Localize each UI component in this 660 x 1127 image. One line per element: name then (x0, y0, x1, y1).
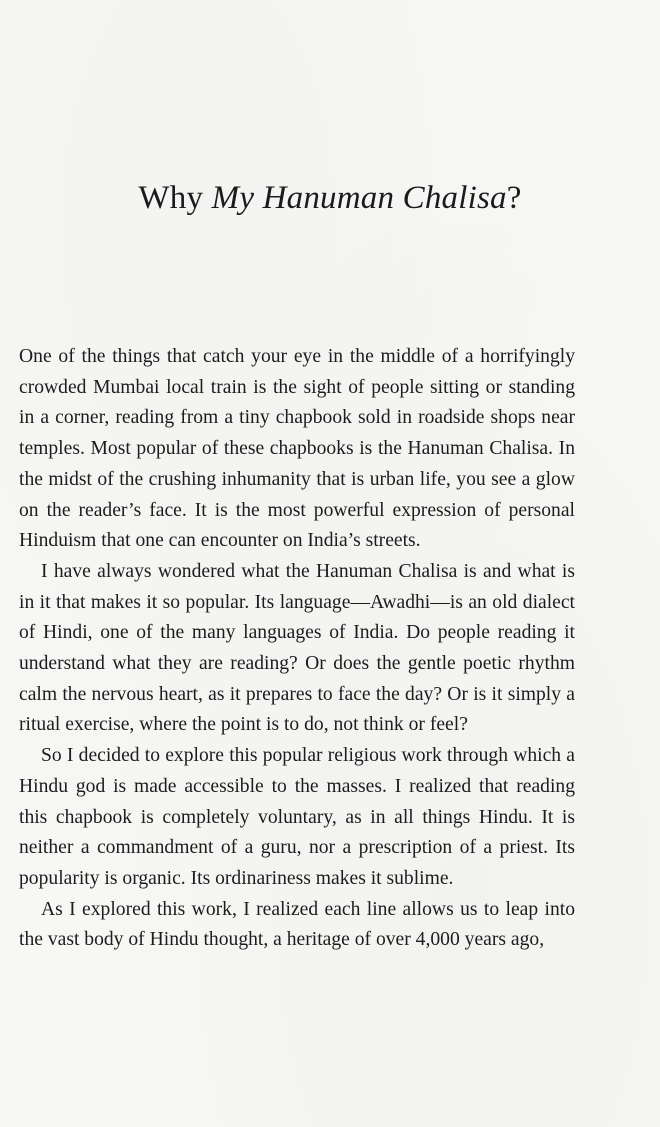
paragraph-1: One of the things that catch your eye in the middle of a horrifyingly crowded Mumbai local train is the sight of people sitting or standing in a corner, reading from a tiny chapbook sold in roadside shops near temples. Most popular of these chapbooks is the Hanuman Chalisa. In the midst of the crushing inhumanity that is urban life, you see a glow on the reader’s face. It is the most powerful expression of personal Hinduism that one can encounter on India’s streets. (19, 346, 575, 552)
chapter-title-prefix: Why (138, 180, 212, 216)
paragraph-4: As I explored this work, I realized each line allows us to leap into the vast body of Hindu thought, a heritage of over 4,000 years ago, (19, 898, 575, 951)
chapter-title (0, 180, 660, 217)
paragraph-3: So I decided to explore this popular religious work through which a Hindu god is made accessible to the masses. I realized that reading this chapbook is completely voluntary, as in all things Hindu. It is neither a commandment of a guru, nor a prescription of a priest. Its popularity is organic. Its ordinariness makes it sublime. (19, 745, 575, 889)
chapter-title-suffix: ? (506, 180, 522, 216)
chapter-body (19, 342, 575, 956)
chapter-title-italic: My Hanuman Chalisa (211, 180, 507, 216)
paragraph-2: I have always wondered what the Hanuman Chalisa is and what is in it that makes it so popular. Its language—Awadhi—is an old dialect of Hindi, one of the many languages of India. Do people reading it understand what they are reading? Or does the gentle poetic rhythm calm the nervous heart, as it prepares to face the day? Or is it simply a ritual exercise, where the point is to do, not think or feel? (19, 560, 575, 736)
